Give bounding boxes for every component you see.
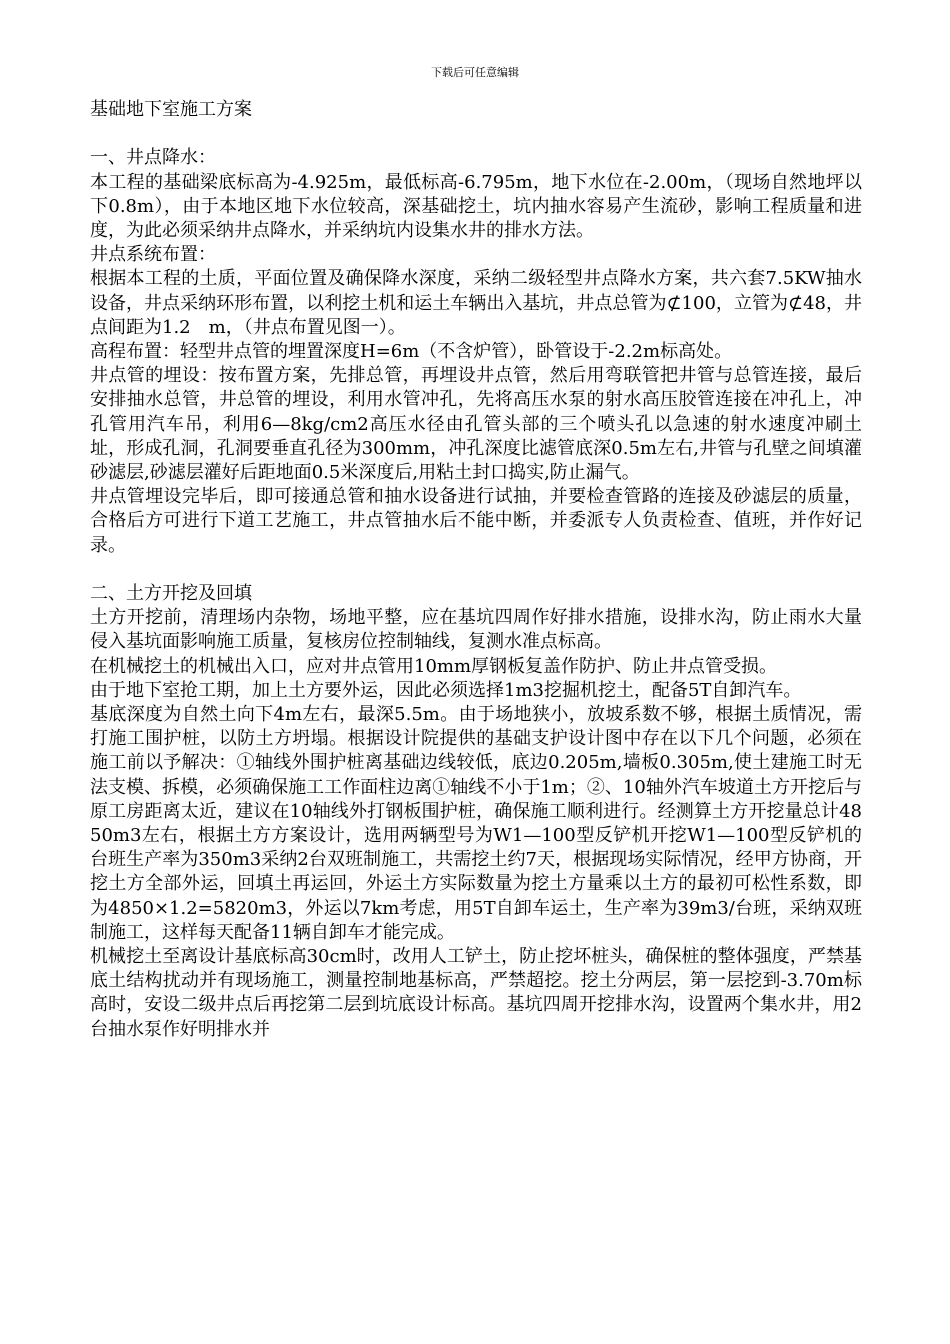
section-2-paragraph: 在机械挖土的机械出入口，应对井点管用10mm厚钢板复盖作防护、防止井点管受损。	[90, 655, 778, 677]
section-2-heading: 二、土方开挖及回填	[90, 583, 252, 605]
document-title: 基础地下室施工方案	[90, 99, 252, 120]
section-1-paragraph: 高程布置：轻型井点管的埋置深度H=6m（不含炉管），卧管设于-2.2m标高处。	[90, 341, 733, 363]
section-2-paragraph: 由于地下室抢工期，加上土方要外运，因此必须选择1m3挖掘机挖土，配备5T自卸汽车。	[90, 679, 802, 701]
section-1-paragraph: 井点管的埋设：按布置方案，先排总管，再埋设井点管，然后用弯联管把井管与总管连接，最后安排抽水总管，井总管的埋设，利用水管冲孔，先将高压水泵的射水高压胶管连接在冲孔上，冲孔管用汽车吊，利用6—8kg/cm2高压水径由孔管头部的三个喷头孔以急速的射水速度冲刷土址，形成孔洞，孔洞要垂直孔径为300mm，冲孔深度比滤管底深0.5m左右,井管与孔壁之间填灌砂滤层,砂滤层灌好后距地面0.5米深度后,用粘土封口捣实,防止漏气。	[90, 365, 862, 484]
section-1-heading: 一、井点降水：	[90, 147, 216, 169]
section-1-paragraph: 井点管埋设完毕后，即可接通总管和抽水设备进行试抽，并要检查管路的连接及砂滤层的质量，合格后方可进行下道工艺施工，井点管抽水后不能中断，并委派专人负责检查、值班，并作好记录。	[90, 486, 862, 556]
document-body	[90, 98, 862, 1042]
section-2-paragraph: 基底深度为自然土向下4m左右，最深5.5m。由于场地狭小，放坡系数不够，根据土质情况，需打施工围护桩，以防土方坍塌。根据设计院提供的基础支护设计图中存在以下几个问题，必须在施工前以予解决：①轴线外围护桩离基础边线较低，底边0.205m,墙板0.305m,使土建施工时无法支模、拆模，必须确保施工工作面柱边离①轴线不小于1m；②、10轴外汽车坡道土方开挖后与原工房距离太近，建议在10轴线外打钢板围护桩，确保施工顺利进行。经测算土方开挖量总计4850m3左右，根据土方方案设计，选用两辆型号为W1—100型反铲机开挖W1—100型反铲机的台班生产率为350m3采纳2台双班制施工，共需挖土约7天，根据现场实际情况，经甲方协商，开挖土方全部外运，回填土再运回，外运土方实际数量为挖土方量乘以土方的最初可松性系数，即为4850×1.2=5820m3，外运以7km考虑，用5T自卸车运土，生产率为39m3/台班，采纳双班制施工，这样每天配备11辆自卸车才能完成。	[90, 704, 862, 943]
page-header-note: 下载后可任意编辑	[431, 66, 519, 79]
section-2-paragraph: 机械挖土至离设计基底标高30cm时，改用人工铲土，防止挖坏桩头，确保桩的整体强度，严禁基底土结构扰动并有现场施工，测量控制地基标高，严禁超挖。挖土分两层，第一层挖到-3.70m标高时，安设二级井点后再挖第二层到坑底设计标高。基坑四周开挖排水沟，设置两个集水井，用2台抽水泵作好明排水并	[90, 946, 862, 1040]
section-1-paragraph: 本工程的基础梁底标高为-4.925m，最低标高-6.795m，地下水位在-2.00m，（现场自然地坪以下0.8m），由于本地区地下水位较高，深基础挖土，坑内抽水容易产生流砂，影响工程质量和进度，为此必须采纳井点降水，并采纳坑内设集水井的排水方法。	[90, 171, 862, 241]
section-1-paragraph: 井点系统布置：	[90, 244, 216, 266]
section-2-paragraph: 土方开挖前，清理场内杂物，场地平整，应在基坑四周作好排水措施，设排水沟，防止雨水大量侵入基坑面影响施工质量，复核房位控制轴线，复测水准点标高。	[90, 607, 862, 653]
section-1-paragraph: 根据本工程的土质，平面位置及确保降水深度，采纳二级轻型井点降水方案，共六套7.5KW抽水设备，井点采纳环形布置，以利挖土机和运土车辆出入基坑，井点总管为⊄100，立管为⊄48，井点间距为1.2 m，（井点布置见图一）。	[90, 268, 862, 338]
